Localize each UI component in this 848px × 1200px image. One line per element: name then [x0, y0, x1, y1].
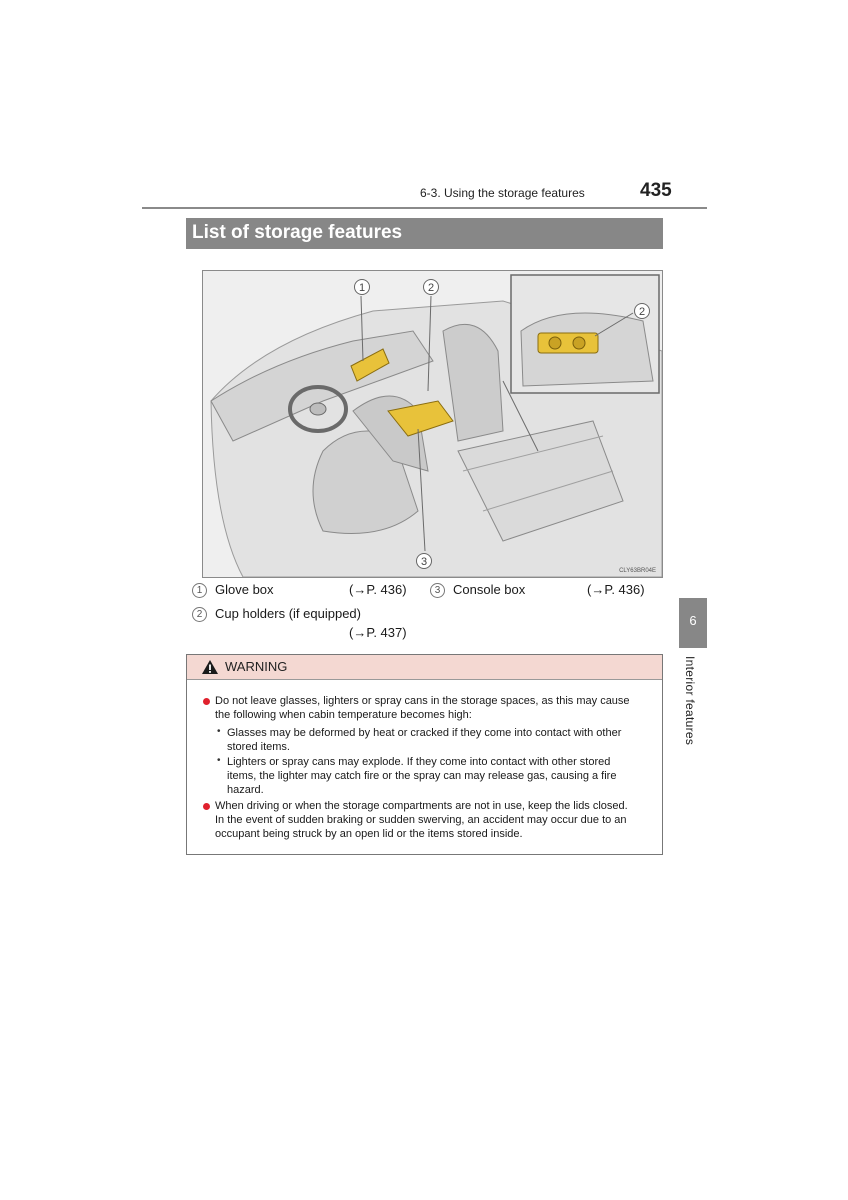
- caption-number: 3: [430, 583, 445, 598]
- car-interior-drawing: [203, 271, 662, 577]
- warning-line: occupant being struck by an open lid or the items stored inside.: [215, 828, 523, 840]
- warning-sub-line: Glasses may be deformed by heat or cracked if they come into contact with other: [227, 727, 622, 739]
- warning-sub-line: Lighters or spray cans may explode. If they come into contact with other stored: [227, 756, 611, 768]
- running-header: 6-3. Using the storage features: [420, 186, 585, 200]
- callout-2-inset: 2: [634, 303, 650, 319]
- warning-line: In the event of sudden braking or sudden swerving, an accident may occur due to an: [215, 814, 627, 826]
- warning-line: When driving or when the storage compartments are not in use, keep the lids closed.: [215, 800, 628, 812]
- warning-sub-line: hazard.: [227, 784, 264, 796]
- warning-title: WARNING: [225, 659, 288, 674]
- page-number: 435: [640, 180, 672, 201]
- caption-label: Console box: [453, 582, 526, 597]
- warning-sub-line: stored items.: [227, 741, 290, 753]
- caption-label: Cup holders (if equipped): [215, 606, 361, 621]
- figure-code: CLY63BR04E: [619, 568, 656, 574]
- caption-label: Glove box: [215, 582, 274, 597]
- caption-page-ref: (→P. 436): [587, 582, 645, 597]
- caption-page-ref: (→P. 436): [349, 582, 407, 597]
- warning-header: [187, 655, 662, 680]
- warning-icon: [201, 659, 219, 675]
- interior-illustration: [202, 270, 663, 578]
- sub-bullet-icon: •: [217, 726, 221, 737]
- warning-sub-line: items, the lighter may catch fire or the spray can may release gas, causing a fire: [227, 770, 617, 782]
- section-title: List of storage features: [186, 218, 663, 249]
- caption-page-ref: (→P. 437): [349, 625, 407, 640]
- sub-bullet-icon: •: [217, 755, 221, 766]
- warning-line: the following when cabin temperature becomes high:: [215, 709, 472, 721]
- callout-3: 3: [416, 553, 432, 569]
- caption-number: 1: [192, 583, 207, 598]
- chapter-label: Interior features: [683, 656, 697, 746]
- warning-box: [186, 654, 663, 855]
- callout-1: 1: [354, 279, 370, 295]
- bullet-icon: [203, 698, 210, 705]
- callout-2: 2: [423, 279, 439, 295]
- header-rule: [142, 207, 707, 209]
- bullet-icon: [203, 803, 210, 810]
- caption-number: 2: [192, 607, 207, 622]
- chapter-tab: 6: [679, 598, 707, 648]
- warning-line: Do not leave glasses, lighters or spray cans in the storage spaces, as this may cause: [215, 695, 630, 707]
